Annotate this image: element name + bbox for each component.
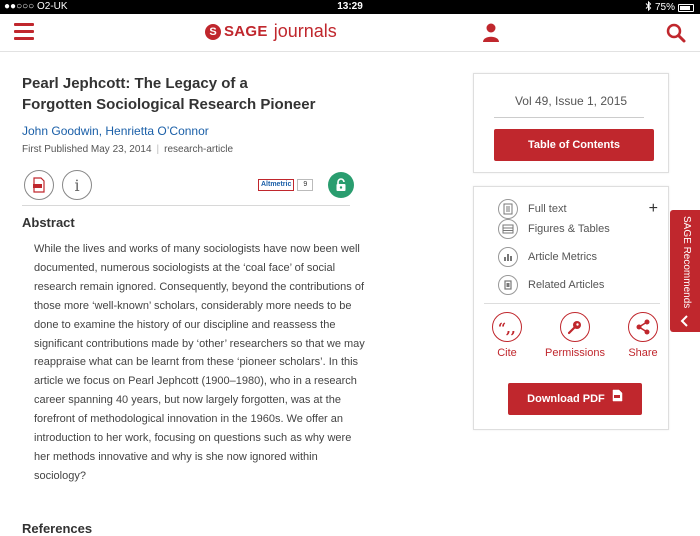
quote-icon [492, 312, 522, 342]
nav-label: Figures & Tables [528, 223, 610, 235]
pdf-icon [612, 383, 623, 415]
battery-icon [678, 4, 694, 12]
divider [484, 303, 660, 304]
altmetric-badge[interactable] [258, 179, 313, 191]
nav-full-text[interactable] [498, 199, 668, 219]
nav-label: Full text [528, 203, 567, 215]
cite-label: Cite [497, 347, 517, 359]
table-of-contents-button[interactable]: Table of Contents [494, 129, 654, 161]
expand-plus-icon[interactable]: + [648, 200, 658, 217]
svg-text:“,,: “,, [498, 321, 516, 337]
sage-recommends-tab[interactable] [670, 210, 700, 332]
status-bar [0, 0, 700, 14]
share-action[interactable] [608, 312, 678, 359]
volume-issue[interactable]: Vol 49, Issue 1, 2015 [514, 94, 628, 108]
hamburger-menu-icon[interactable] [14, 23, 34, 41]
abstract-heading: Abstract [22, 215, 75, 230]
article-authors[interactable]: John Goodwin, Henrietta O’Connor [22, 124, 209, 138]
references-heading: References [22, 521, 93, 536]
nav-article-metrics[interactable] [498, 247, 668, 267]
altmetric-score: 9 [297, 179, 313, 191]
permissions-label: Permissions [545, 347, 605, 359]
bar-chart-icon [498, 247, 518, 267]
article-title: Pearl Jephcott: The Legacy of a Forgotten Sociological Research Pioneer [22, 75, 316, 113]
article-type: research-article [164, 144, 234, 155]
divider [494, 117, 644, 118]
sage-recommends-label: SAGE Recommends [681, 216, 692, 309]
key-icon [560, 312, 590, 342]
nav-label: Article Metrics [528, 251, 598, 263]
info-icon[interactable]: i [62, 170, 92, 200]
nav-related-articles[interactable] [498, 275, 668, 295]
download-pdf-label: Download PDF [527, 393, 605, 405]
download-pdf-button[interactable] [508, 383, 642, 415]
article-meta: First Published May 23, 2014 | research-article [22, 144, 234, 155]
status-right [645, 1, 694, 14]
logo-journals-text: journals [273, 21, 337, 41]
open-access-lock-icon[interactable] [328, 172, 354, 198]
divider [22, 205, 350, 206]
altmetric-logo: Altmetric [258, 179, 294, 191]
clock: 13:29 [337, 1, 363, 12]
document-icon [498, 199, 518, 219]
pdf-icon[interactable] [24, 170, 54, 200]
user-icon[interactable] [482, 23, 500, 43]
logo-sage-text: SAGE [224, 23, 268, 40]
article-nav-card [473, 186, 669, 430]
logo-mark: S [205, 24, 221, 40]
issue-card [473, 73, 669, 173]
share-icon [628, 312, 658, 342]
abstract-text: While the lives and works of many sociologists have now been well documented, numerous sociologists at the ‘coal face’ of social research remain ignored. Consequently, beyond the contributions of those more ‘well-known’ scholars, considerably more needs to be done to examine the history of our discipline and reassess the significant contributions made by ‘other’ researchers so that we may reappraise what can be learnt from these ‘pioneer scholars’. In this article we focus on Pearl Jephcott (1900–1980), who in a research career spanning 40 years, but now largely forgotten, was at the forefront of methodological innovation in the 1960s. We offer an introduction to her work, focusing on questions such as why were her methods innovative and why is she now ignored within sociology? [34, 243, 365, 482]
app-header [0, 14, 700, 52]
search-icon[interactable] [666, 23, 686, 43]
nav-figures-tables[interactable] [498, 219, 668, 239]
article-main [22, 73, 452, 536]
sage-journals-logo[interactable] [205, 21, 337, 42]
battery-percent: 75% [654, 2, 675, 13]
table-icon [498, 219, 518, 239]
bluetooth-icon [645, 1, 652, 14]
nav-label: Related Articles [528, 279, 605, 291]
share-label: Share [628, 347, 658, 359]
related-icon [498, 275, 518, 295]
permissions-action[interactable] [540, 312, 610, 359]
chevron-left-icon [679, 314, 691, 326]
article-tools [22, 170, 350, 200]
cite-action[interactable] [472, 312, 542, 359]
carrier-signal: ●●○○○ O2-UK [4, 1, 68, 12]
publish-date: First Published May 23, 2014 [22, 144, 152, 155]
